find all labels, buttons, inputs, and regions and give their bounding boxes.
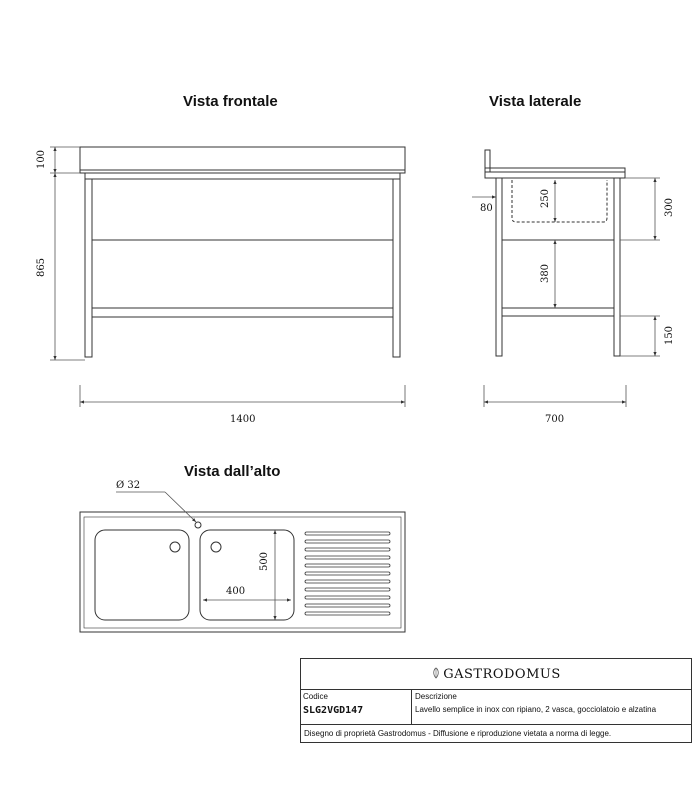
dim-side-lower-height: 150 xyxy=(664,325,676,346)
side-view-title: Vista laterale xyxy=(489,93,582,110)
dim-top-hole-diameter: Ø 32 xyxy=(116,480,141,491)
dim-side-backsplash-offset: 80 xyxy=(480,203,493,214)
dim-side-under-basin: 380 xyxy=(540,263,552,284)
copyright-text: Disegno di proprietà Gastrodomus - Diffusione e riproduzione vietata a norma di legge. xyxy=(304,729,612,738)
copyright-footer xyxy=(301,724,691,745)
basin-left xyxy=(95,530,189,620)
front-view xyxy=(80,147,405,357)
title-block xyxy=(300,658,692,743)
brand-logo xyxy=(301,659,691,690)
top-view-title: Vista dall’alto xyxy=(184,463,281,480)
dim-front-height: 865 xyxy=(36,257,48,278)
code-label: Codice xyxy=(303,692,328,701)
dim-front-top-height: 100 xyxy=(36,149,48,170)
dim-front-width: 1400 xyxy=(230,414,256,425)
dim-top-basin-width: 400 xyxy=(226,586,246,597)
description-label: Descrizione xyxy=(415,692,457,701)
dim-top-basin-depth: 500 xyxy=(259,551,271,572)
basin-right xyxy=(200,530,294,620)
product-code: SLG2VGD147 xyxy=(303,705,364,716)
brand-name: GASTRODOMUS xyxy=(443,667,561,682)
top-view xyxy=(80,512,405,632)
dim-side-basin-depth: 250 xyxy=(540,188,552,209)
front-view-title: Vista frontale xyxy=(183,93,278,110)
side-dimensions xyxy=(472,178,660,407)
code-cell xyxy=(301,689,412,724)
dim-side-upper-height: 300 xyxy=(664,197,676,218)
dim-side-depth: 700 xyxy=(545,414,565,425)
drainer-ribs xyxy=(305,532,390,615)
leaf-icon xyxy=(431,667,441,679)
description-cell xyxy=(411,689,691,724)
product-description: Lavello semplice in inox con ripiano, 2 vasca, gocciolatoio e alzatina xyxy=(415,705,657,714)
front-dimensions xyxy=(50,147,405,407)
